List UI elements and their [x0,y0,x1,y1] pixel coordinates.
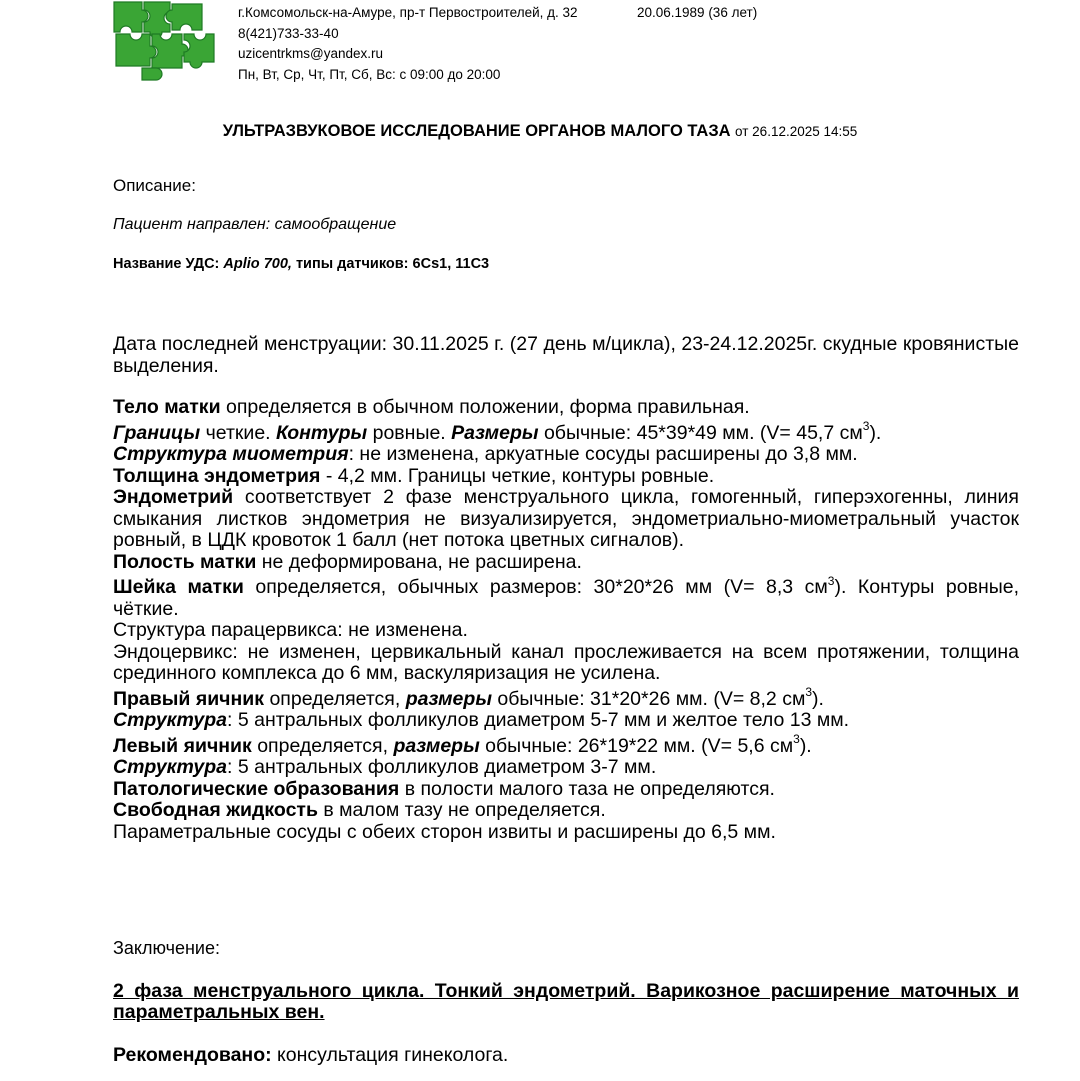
recommendation-line [113,1044,508,1067]
device-name: Aplio 700, [223,256,292,272]
cubic-superscript: 3 [862,419,870,433]
conclusion-label: Заключение: [113,938,220,958]
myometrium-heading: Структура миометрия [113,443,349,465]
clinic-hours: Пн, Вт, Ср, Чт, Пт, Сб, Вс: с 09:00 до 20:00 [238,66,501,82]
size-heading: Размеры [451,421,539,444]
free-fluid-paragraph [113,800,1019,822]
cavity-paragraph [113,552,1019,574]
right-size-end: ). [812,687,824,710]
pathology-paragraph [113,779,1019,801]
pathology-heading: Патологические образования [113,777,400,800]
uterus-paragraph [113,397,1019,419]
recommendation-text: консультация гинеколога. [271,1044,509,1066]
conclusion-text: 2 фаза менструального цикла. Тонкий эндометрий. Варикозное расширение маточных и параметральных вен. [113,980,1019,1023]
cervix-text: определяется, обычных размеров: 30*20*26 мм (V= 8,3 см [243,576,828,598]
right-structure-text: : 5 антральных фолликулов диаметром 5-7 мм и желтое тело 13 мм. [227,709,850,731]
left-size-text: обычные: 26*19*22 мм. (V= 5,6 см [479,734,794,757]
clinic-address: г.Комсомольск-на-Амуре, пр-т Первостроителей, д. 32 [238,5,578,20]
borders-heading: Границы [113,421,201,444]
description-label: Описание: [113,176,196,195]
pathology-text: в полости малого таза не определяются. [399,777,775,800]
findings-body [113,334,1019,843]
myometrium-paragraph [113,444,1019,466]
right-structure-heading: Структура [113,709,228,731]
device-label: Название УДС: [113,256,220,272]
cervix-paragraph [113,573,1020,620]
uterus-size-paragraph [113,419,1019,445]
endometrium-text: соответствует 2 фазе менструального цикла, гомогенный, гиперэхогенны, линия смыкания листков эндометрия не визуализируется, эндометриально-миометральный участок ровный, в ЦДК кровоток 1 балл (нет потока цветных сигналов). [113,486,1019,551]
clinic-contacts [238,3,578,85]
left-structure-text: : 5 антральных фолликулов диаметром 3-7 мм. [227,756,657,778]
free-fluid-text: в малом тазу не определяется. [317,799,606,821]
endometrium-paragraph [113,487,1019,552]
cervix-end: ). Контуры ровные, чёткие. [113,576,1020,620]
device-line [113,256,489,272]
contours-heading: Контуры [276,421,368,444]
left-ovary-paragraph [113,732,1019,758]
left-ovary-heading: Левый яичник [113,734,252,757]
left-ovary-text: определяется, [251,734,394,757]
cubic-superscript: 3 [793,732,800,746]
endometrium-thickness-heading: Толщина эндометрия [113,464,321,487]
endometrium-thickness-text: - 4,2 мм. Границы четкие, контуры ровные. [320,464,715,487]
right-structure-paragraph [113,710,1019,732]
right-ovary-heading: Правый яичник [113,687,265,710]
endometrium-heading: Эндометрий [113,486,234,508]
right-size-heading: размеры [405,687,492,710]
parametral-paragraph: Параметральные сосуды с обеих сторон извиты и расширены до 6,5 мм. [113,820,776,843]
uterus-text: определяется в обычном положении, форма правильная. [220,396,750,418]
sensor-types: типы датчиков: 6Cs1, 11C3 [295,256,490,272]
cervix-heading: Шейка матки [113,576,244,598]
lmp-paragraph: Дата последней менструации: 30.11.2025 г. (27 день м/цикла), 23-24.12.2025г. скудные кровянистые выделения. [113,333,1019,377]
right-ovary-paragraph [113,685,1019,711]
borders-text: четкие. [200,421,276,444]
cubic-superscript: 3 [827,573,835,588]
clinic-phone: 8(421)733-33-40 [238,25,339,41]
cubic-superscript: 3 [805,685,813,699]
recommendation-label: Рекомендовано: [113,1044,272,1066]
report-title: УЛЬТРАЗВУКОВОЕ ИССЛЕДОВАНИЕ ОРГАНОВ МАЛОГО ТАЗА [222,122,731,140]
left-size-heading: размеры [393,734,480,757]
right-ovary-text: определяется, [264,687,406,710]
right-size-text: обычные: 31*20*26 мм. (V= 8,2 см [491,687,806,710]
myometrium-text: : не изменена, аркуатные сосуды расширены до 3,8 мм. [348,443,858,465]
left-structure-paragraph [113,757,1019,779]
report-date: от 26.12.2025 14:55 [735,124,858,139]
left-structure-heading: Структура [113,756,228,778]
patient-dob: 20.06.1989 (36 лет) [637,5,758,20]
free-fluid-heading: Свободная жидкость [113,799,318,821]
paracervix-paragraph: Структура парацервикса: не изменена. [113,619,468,641]
endometrium-thickness-paragraph [113,466,1019,488]
referral-text: Пациент направлен: самообращение [113,216,397,233]
size-text: обычные: 45*39*49 мм. (V= 45,7 см [538,421,863,444]
puzzle-logo [112,0,218,84]
left-size-end: ). [799,734,812,757]
size-end: ). [869,421,882,444]
cavity-heading: Полость матки [113,550,257,573]
uterus-heading: Тело матки [113,396,221,418]
clinic-email: uzicentrkms@yandex.ru [238,46,384,61]
endocervix-paragraph: Эндоцервикс: не изменен, цервикальный канал прослеживается на всем протяжении, толщина срединного комплекса до 6 мм, васкуляризация не усилена. [113,640,1019,684]
cavity-text: не деформирована, не расширена. [256,550,582,573]
report-title-line [0,122,1080,141]
contours-text: ровные. [367,421,452,444]
